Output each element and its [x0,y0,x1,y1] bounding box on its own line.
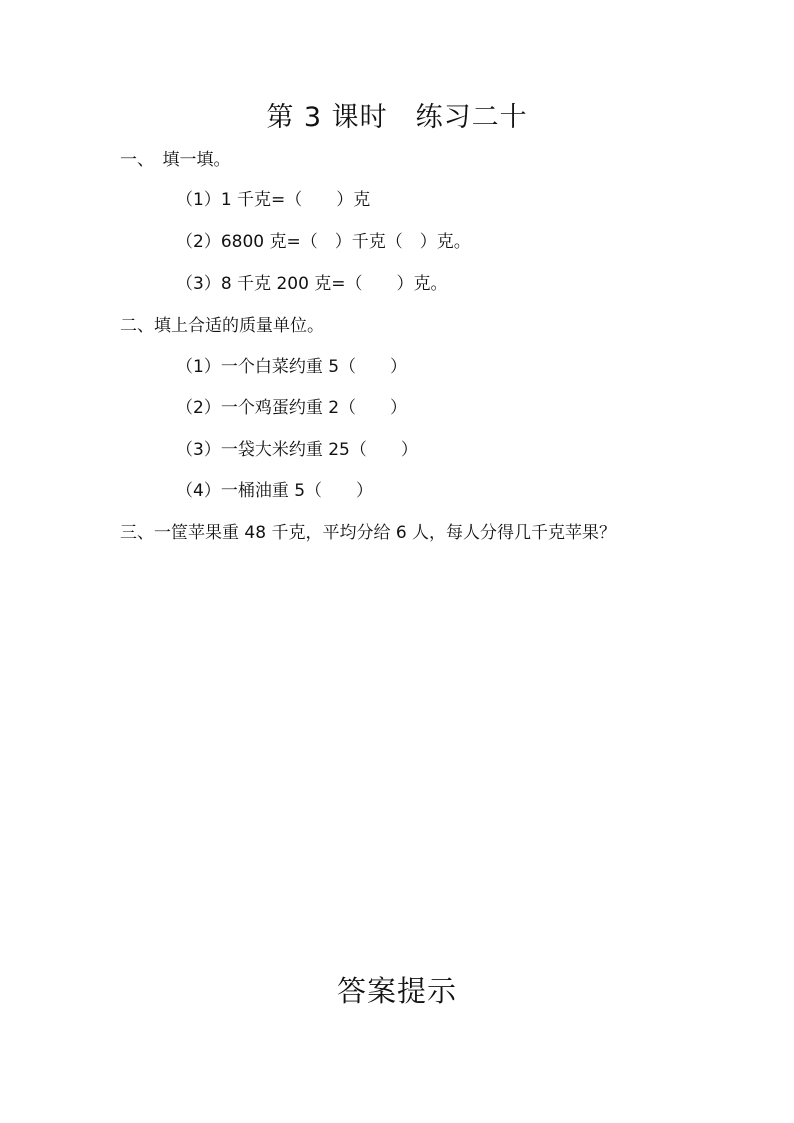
section-2-item-4: （4）一桶油重 5（ ） [176,481,374,501]
section-2-item-1: （1）一个白菜约重 5（ ） [176,357,408,377]
section-2-item-3: （3）一袋大米约重 25（ ） [176,440,418,460]
section-1-heading: 一、 填一填。 [120,150,231,170]
section-2-heading: 二、填上合适的质量单位。 [120,316,324,336]
section-1-item-2: （2）6800 克=（ ）千克（ ）克。 [176,232,471,252]
section-2-item-2: （2）一个鸡蛋约重 2（ ） [176,398,408,418]
section-3-heading: 三、一筐苹果重 48 千克，平均分给 6 人，每人分得几千克苹果？ [120,523,617,543]
answer-hints-title: 答案提示 [336,974,457,1008]
section-1-item-3: （3）8 千克 200 克=（ ）克。 [176,274,448,294]
section-1-item-1: （1）1 千克=（ ）克 [176,190,371,210]
page-title: 第 3 课时 练习二十 [266,102,528,133]
